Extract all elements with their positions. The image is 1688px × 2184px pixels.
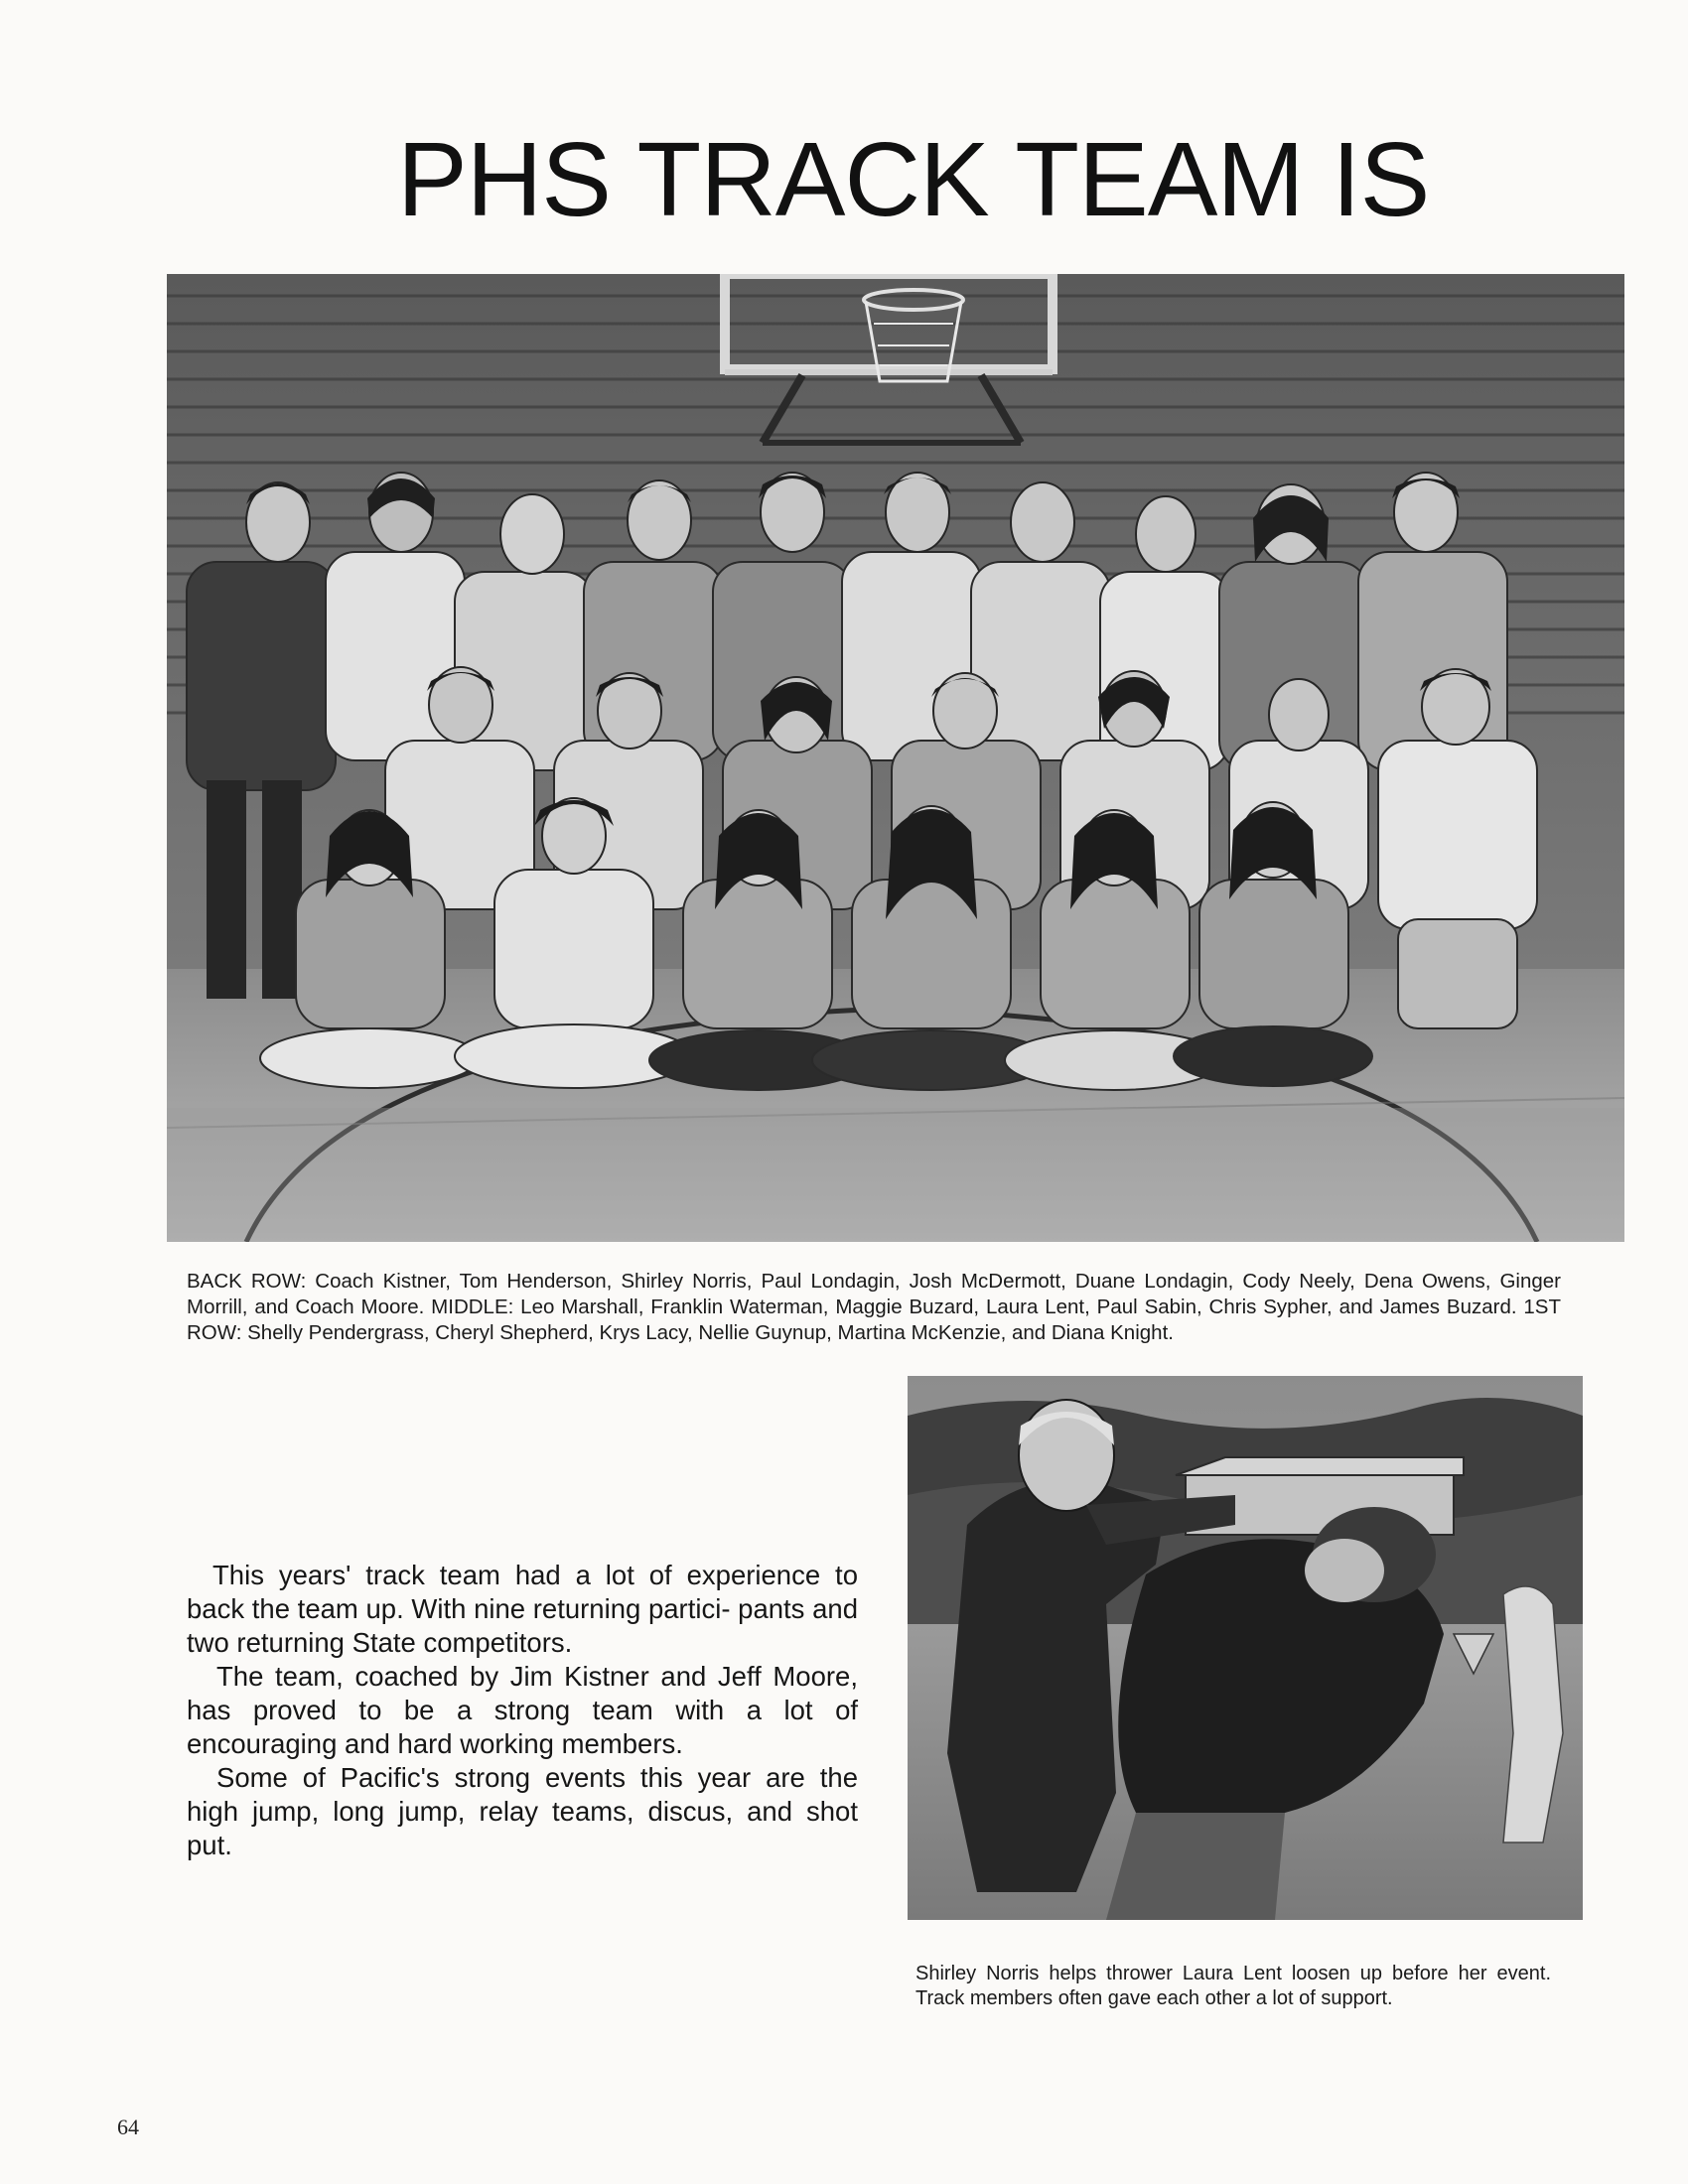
page-number: 64 (117, 2115, 139, 2139)
story-paragraph: This years' track team had a lot of experience to back the team up. With nine returning partici- pants and two returning State competitors. (187, 1560, 858, 1658)
team-photo-caption: BACK ROW: Coach Kistner, Tom Henderson, Shirley Norris, Paul Londagin, Josh McDermott, Duane Londagin, Cody Neely, Dena Owens, Ginger Morrill, and Coach Moore. MIDDLE: Leo Marshall, Franklin Waterman, Maggie Buzard, Laura Lent, Paul Sabin, Chris Sypher, and James Buzard. 1ST ROW: Shelly Pendergrass, Cheryl Shepherd, Krys Lacy, Nellie Guynup, Martina McKenzie, and Diana Knight. (187, 1270, 1561, 1344)
warmup-photo (908, 1376, 1583, 1920)
story-paragraph: Some of Pacific's strong events this year are the high jump, long jump, relay teams, discus, and shot put. (187, 1762, 858, 1860)
warmup-photo-caption: Shirley Norris helps thrower Laura Lent loosen up before her event. Track members often gave each other a lot of support. (915, 1963, 1551, 2009)
page-headline: PHS TRACK TEAM IS (397, 121, 1430, 238)
team-photo-image (167, 274, 1624, 1242)
story-text (187, 1559, 858, 1862)
team-group-photo (167, 274, 1624, 1242)
story-paragraph: The team, coached by Jim Kistner and Jeff Moore, has proved to be a strong team with a lot of encouraging and hard working members. (187, 1661, 858, 1759)
warmup-photo-image (908, 1376, 1583, 1920)
